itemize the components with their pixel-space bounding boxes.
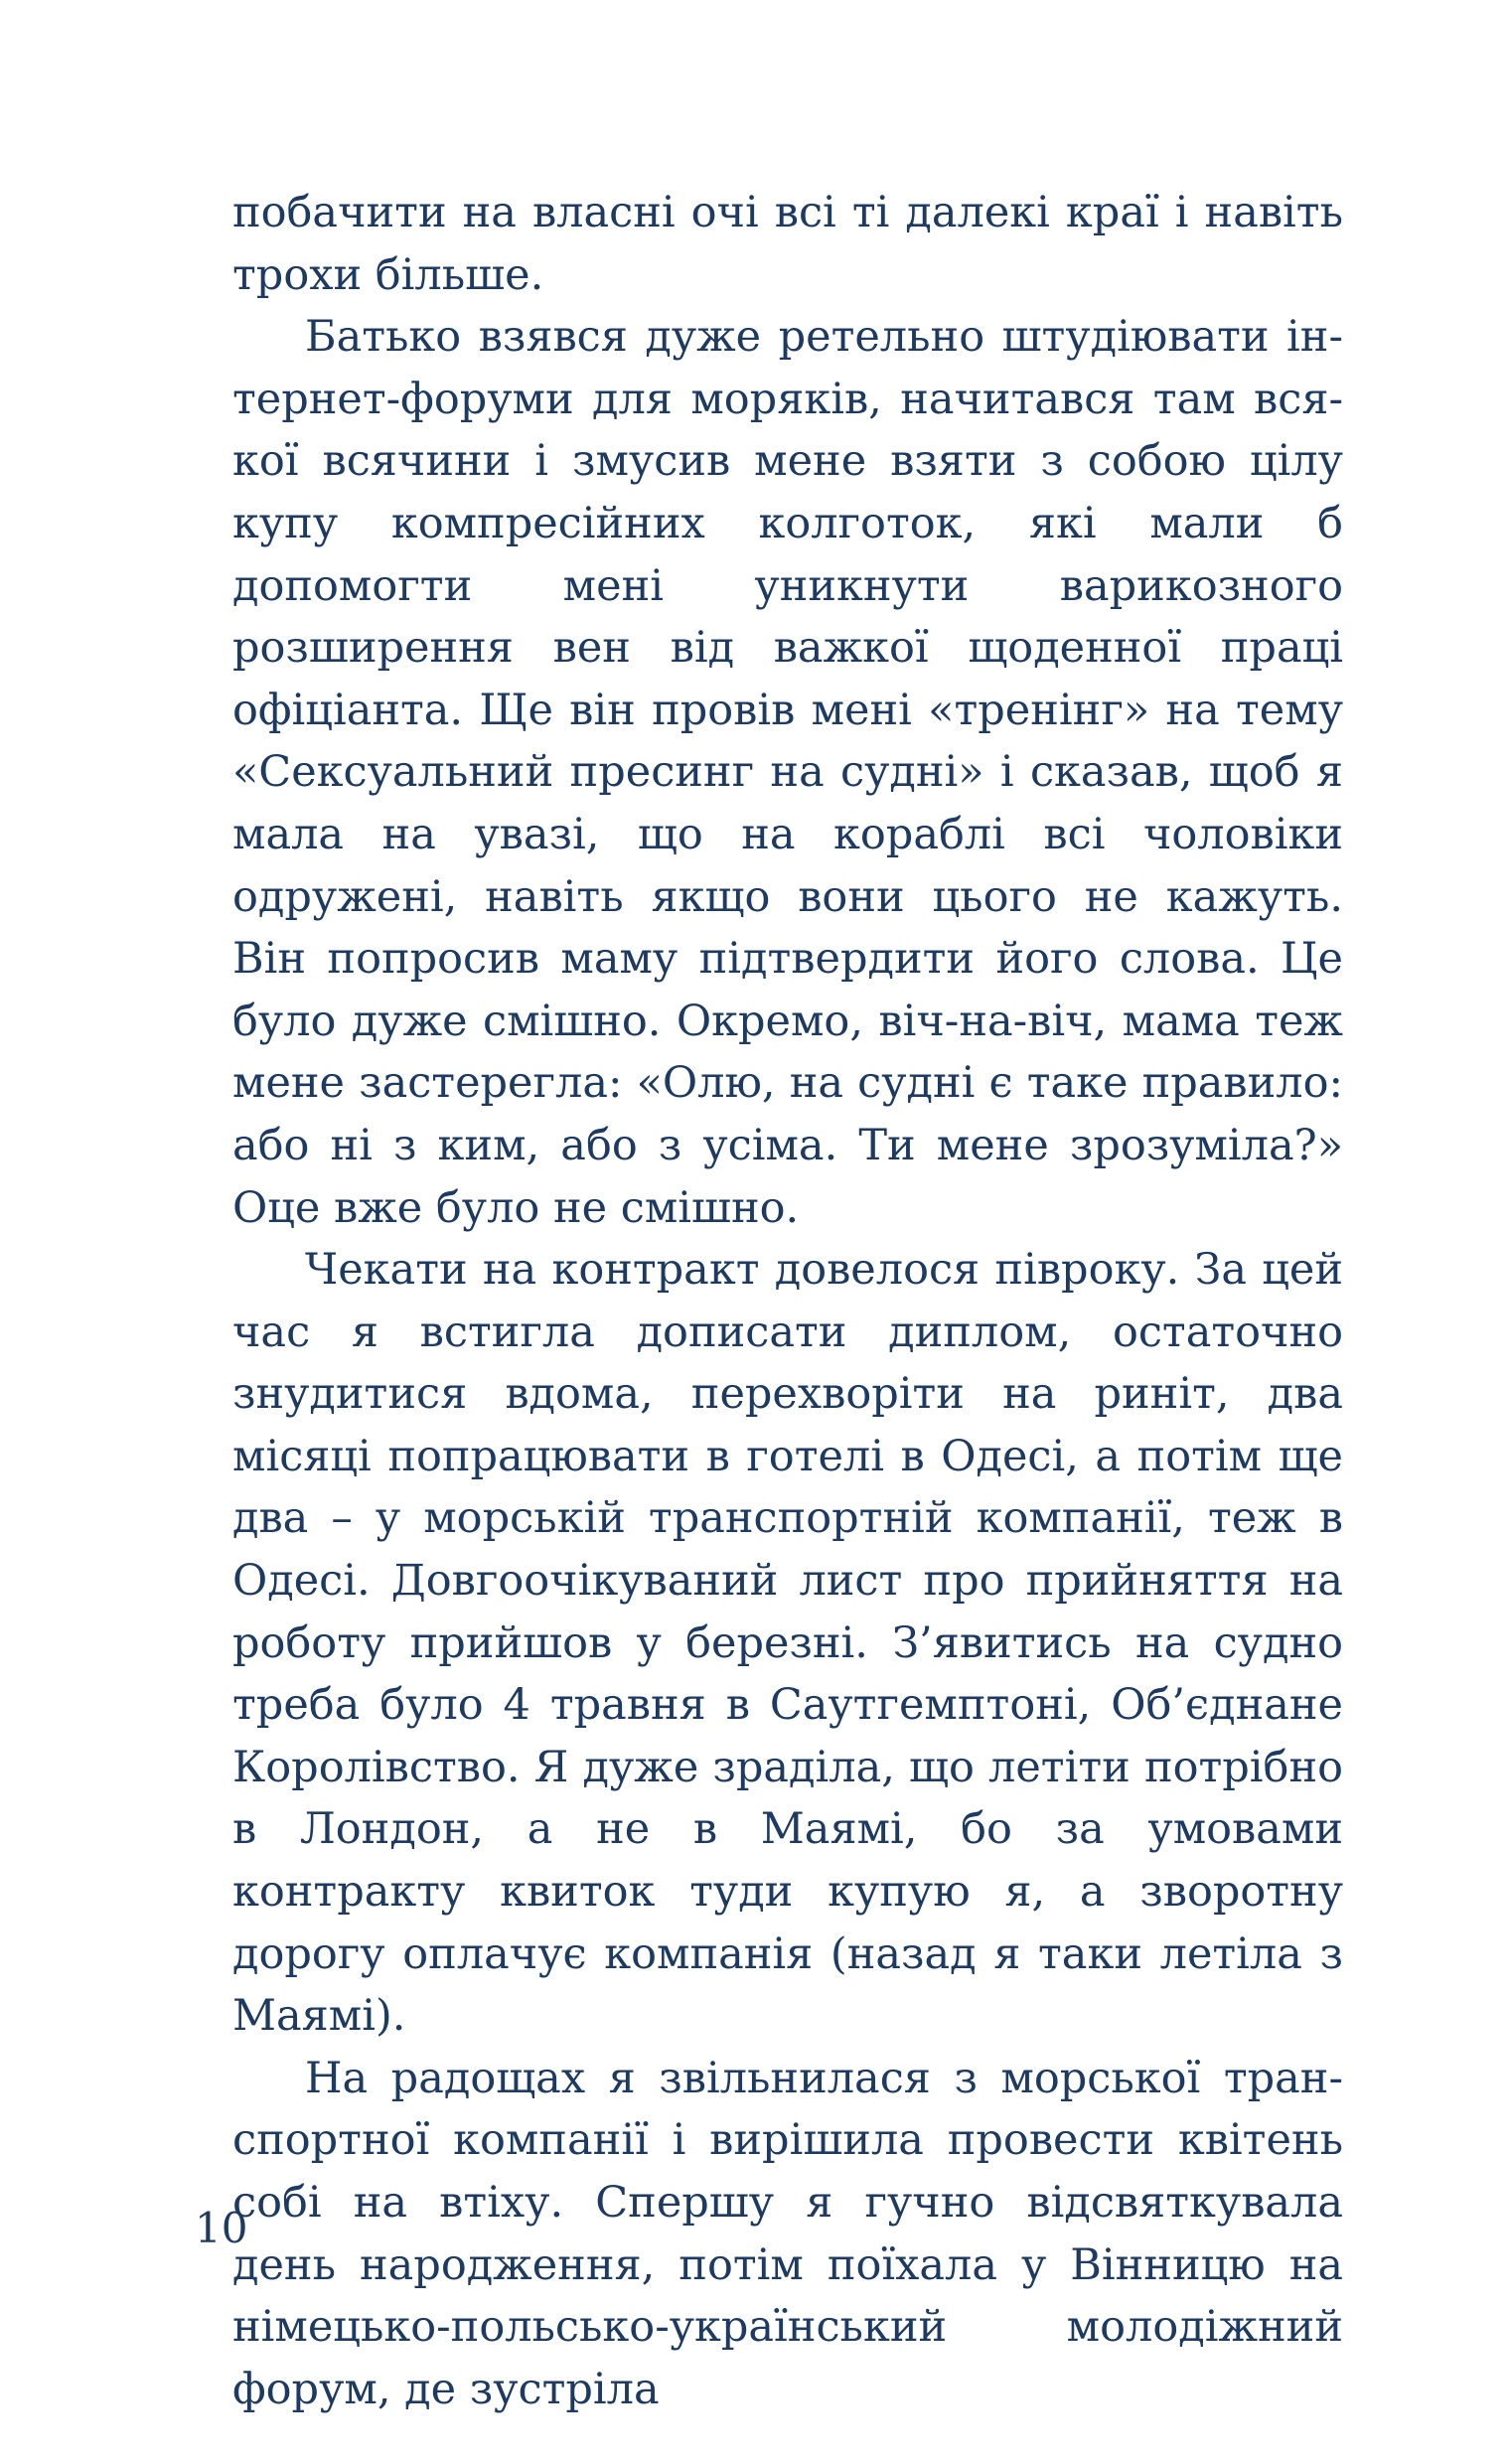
paragraph: На радощах я звільнилася з морської транспортної компанії і вирішила провести квітень собі на втіху. Спершу я гучно відсвяткувала день народження, потім поїхала у Вінницю на німецько-польсько-український молодіжний форум, де зустріла (232, 2053, 1343, 2414)
body-text (232, 182, 1343, 2420)
paragraph: Батько взявся дуже ретельно штудіювати інтернет-форуми для моряків, начитався там всякої всячини і змусив мене взяти з собою цілу купу компресійних колготок, які мали б допомогти мені уникнути варикозного розширення вен від важкої щоденної праці офіціанта. Ще він провів мені «тренінг» на тему «Сексуальний пресинг на судні» і сказав, щоб я мала на увазі, що на кораблі всі чоловіки одружені, навіть якщо вони цього не кажуть. Він попросив маму підтвердити його слова. Це було дуже смішно. Окремо, віч-на-віч, мама теж мене застерегла: «Олю, на судні є таке правило: або ні з ким, або з усіма. Ти мене зрозуміла?» Оце вже було не смішно. (232, 312, 1343, 1233)
page-number: 10 (195, 2204, 248, 2252)
paragraph-continued: побачити на власні очі всі ті далекі краї і навіть трохи більше. (232, 188, 1343, 300)
paragraph: Чекати на контракт довелося півроку. За цей час я встигла дописати диплом, остаточно знудитися вдома, перехворіти на риніт, два місяці попрацювати в готелі в Одесі, а потім ще два – у морській транспортній компанії, теж в Одесі. Довгоочікуваний лист про прийняття на роботу прийшов у березні. З’явитись на судно треба було 4 травня в Саутгемптоні, Об’єднане Королівство. Я дуже зраділа, що летіти потрібно в Лондон, а не в Маямі, бо за умовами контракту квиток туди купую я, а зворотну дорогу оплачує компанія (назад я таки летіла з Маямі). (232, 1245, 1343, 2042)
